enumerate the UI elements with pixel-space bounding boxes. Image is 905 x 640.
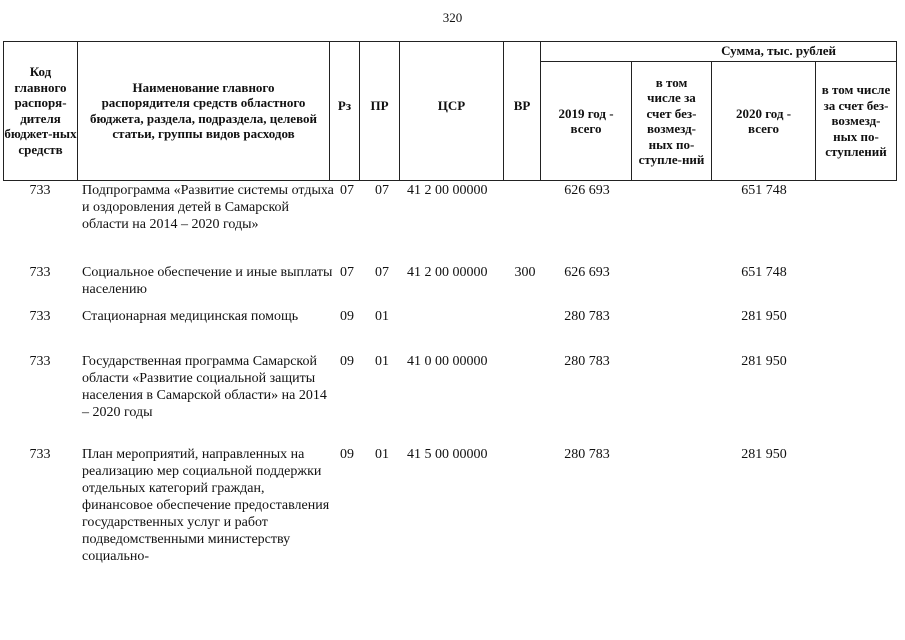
header-rz: Рз [337, 98, 352, 114]
row-pr: 01 [375, 354, 389, 369]
row-code: 733 [29, 265, 51, 280]
row-name: План мероприятий, направленных на реализацию мер социальной поддержки отдельных категорий граждан, финансовое обеспечение предоставления государственных услуг и работ подведомственными министерству социально- [82, 447, 330, 564]
header-bottom-border [3, 180, 897, 181]
header-sum: Сумма, тыс. рублей [721, 43, 836, 59]
row-total-2020: 281 950 [741, 309, 787, 324]
row-total-2019: 280 783 [564, 309, 610, 324]
row-rz: 09 [340, 354, 354, 369]
header-2020-free: в том числе за счет без-возмезд-ных по-ступлений [821, 82, 891, 160]
row-rz: 09 [340, 309, 354, 324]
row-total-2019: 280 783 [564, 447, 610, 462]
row-name: Государственная программа Самарской области «Развитие социальной защиты населения в Самарской области» на 2014 – 2020 годы [82, 354, 327, 420]
row-pr: 07 [375, 265, 389, 280]
table-header [3, 41, 897, 181]
row-vr: 300 [514, 265, 536, 280]
row-csr: 41 5 00 00000 [407, 447, 488, 462]
row-total-2019: 626 693 [564, 183, 610, 198]
col-line-10 [896, 41, 897, 181]
header-vr: ВР [513, 98, 531, 114]
header-csr: ЦСР [437, 98, 466, 114]
row-pr: 01 [375, 309, 389, 324]
row-csr: 41 2 00 00000 [407, 265, 488, 280]
row-name: Социальное обеспечение и иные выплаты населению [82, 265, 333, 297]
row-pr: 01 [375, 447, 389, 462]
row-code: 733 [29, 183, 51, 198]
row-total-2020: 281 950 [741, 447, 787, 462]
row-code: 733 [29, 354, 51, 369]
row-rz: 09 [340, 447, 354, 462]
row-total-2019: 626 693 [564, 265, 610, 280]
row-total-2019: 280 783 [564, 354, 610, 369]
row-total-2020: 281 950 [741, 354, 787, 369]
row-code: 733 [29, 447, 51, 462]
row-code: 733 [29, 309, 51, 324]
row-total-2020: 651 748 [741, 265, 787, 280]
row-name: Стационарная медицинская помощь [82, 309, 299, 324]
header-code: Код главного распоря-дителя бюджет-ных средств [4, 64, 77, 157]
row-total-2020: 651 748 [741, 183, 787, 198]
row-csr: 41 2 00 00000 [407, 183, 488, 198]
row-rz: 07 [340, 183, 354, 198]
row-csr: 41 0 00 00000 [407, 354, 488, 369]
row-rz: 07 [340, 265, 354, 280]
row-pr: 07 [375, 183, 389, 198]
header-2019-total: 2019 год - всего [558, 105, 614, 136]
header-2019-free: в том числе за счет без-возмезд-ных по-ступле-ний [638, 74, 705, 167]
row-name: Подпрограмма «Развитие системы отдыха и оздоровления детей в Самарской области на 2014 – 2020 годы» [82, 183, 334, 232]
header-2020-total: 2020 год - всего [735, 105, 792, 136]
header-pr: ПР [370, 98, 389, 114]
page-number: 320 [442, 10, 463, 25]
header-name: Наименование главного распорядителя средств областного бюджета, раздела, подраздела, целевой статьи, группы видов расходов [90, 79, 317, 141]
